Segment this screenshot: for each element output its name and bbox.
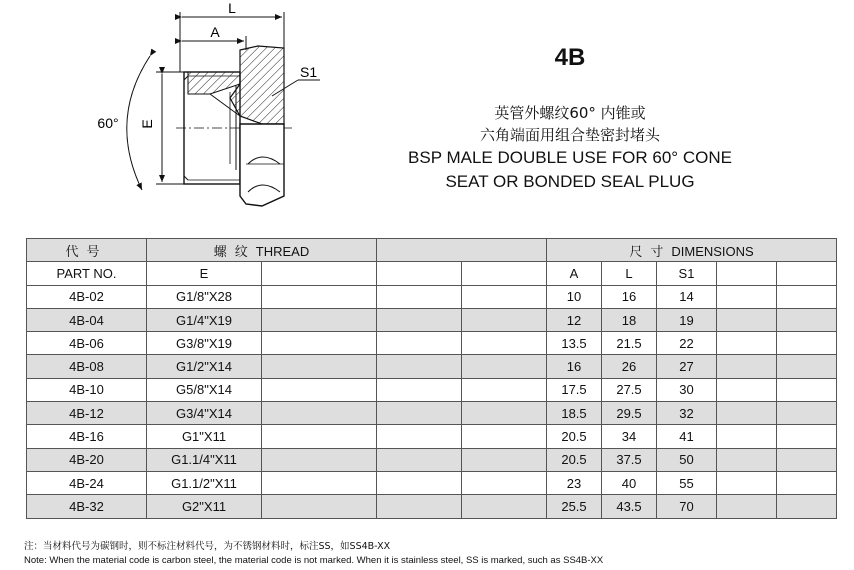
dim-s1-cell: 30: [657, 378, 717, 401]
header-col-l: L: [602, 262, 657, 285]
empty-cell: [777, 308, 837, 331]
table-row: [27, 402, 837, 425]
empty-cell: [462, 308, 547, 331]
table-row: [27, 448, 837, 471]
empty-cell: [377, 448, 462, 471]
table-row: [27, 285, 837, 308]
a-dimension-label: A: [210, 24, 220, 40]
empty-cell: [777, 285, 837, 308]
dim-a-cell: 12: [547, 308, 602, 331]
empty-cell: [777, 332, 837, 355]
empty-cell: [717, 308, 777, 331]
part-no-cell: 4B-06: [27, 332, 147, 355]
empty-cell: [777, 378, 837, 401]
dim-l-cell: 27.5: [602, 378, 657, 401]
table-row: [27, 355, 837, 378]
dim-s1-cell: 50: [657, 448, 717, 471]
empty-cell: [462, 332, 547, 355]
empty-cell: [377, 471, 462, 494]
thread-cell: G1.1/2"X11: [147, 471, 262, 494]
dim-l-cell: 21.5: [602, 332, 657, 355]
empty-cell: [777, 425, 837, 448]
dimensions-table: [26, 238, 837, 519]
empty-cell: [717, 332, 777, 355]
dim-l-cell: 37.5: [602, 448, 657, 471]
dim-s1-cell: 27: [657, 355, 717, 378]
footnotes: [24, 540, 603, 568]
empty-cell: [262, 448, 377, 471]
thread-cell: G1/8"X28: [147, 285, 262, 308]
product-code: 4B: [554, 44, 586, 71]
hex-nut: [240, 124, 284, 206]
l-dimension-label: L: [228, 0, 236, 16]
dim-l-cell: 34: [602, 425, 657, 448]
dim-l-cell: 29.5: [602, 402, 657, 425]
empty-cell: [717, 448, 777, 471]
empty-cell: [777, 402, 837, 425]
part-no-cell: 4B-20: [27, 448, 147, 471]
thread-cell: G1"X11: [147, 425, 262, 448]
empty-cell: [462, 495, 547, 518]
empty-cell: [717, 425, 777, 448]
empty-cell: [377, 332, 462, 355]
dim-s1-cell: 19: [657, 308, 717, 331]
dim-s1-cell: 22: [657, 332, 717, 355]
empty-cell: [377, 495, 462, 518]
table-row: [27, 308, 837, 331]
empty-cell: [462, 285, 547, 308]
thread-cell: G1.1/4"X11: [147, 448, 262, 471]
dim-a-cell: 16: [547, 355, 602, 378]
title-en-line-2: SEAT OR BONDED SEAL PLUG: [445, 172, 695, 191]
dim-a-cell: 10: [547, 285, 602, 308]
header-blank-1: [377, 239, 547, 262]
empty-cell: [777, 471, 837, 494]
empty-cell: [717, 471, 777, 494]
empty-cell: [262, 285, 377, 308]
empty-cell: [462, 355, 547, 378]
empty-cell: [462, 402, 547, 425]
thread-cell: G3/4"X14: [147, 402, 262, 425]
empty-cell: [717, 355, 777, 378]
empty-cell: [777, 448, 837, 471]
table-row: [27, 332, 837, 355]
empty-cell: [377, 355, 462, 378]
part-no-cell: 4B-10: [27, 378, 147, 401]
table-row: [27, 378, 837, 401]
empty-cell: [262, 308, 377, 331]
empty-cell: [262, 495, 377, 518]
dim-a-cell: 17.5: [547, 378, 602, 401]
dim-a-cell: 23: [547, 471, 602, 494]
part-no-cell: 4B-02: [27, 285, 147, 308]
table-row: [27, 495, 837, 518]
part-no-cell: 4B-04: [27, 308, 147, 331]
dim-s1-cell: 70: [657, 495, 717, 518]
table-row: [27, 471, 837, 494]
empty-cell: [377, 425, 462, 448]
empty-cell: [377, 378, 462, 401]
table-header-row-2: [27, 262, 837, 285]
plug-technical-drawing: [0, 0, 360, 235]
empty-cell: [462, 425, 547, 448]
e-dimension-label: E: [139, 119, 155, 129]
table-header-row-1: [27, 239, 837, 262]
empty-cell: [377, 402, 462, 425]
header-col-e: E: [147, 262, 262, 285]
empty-cell: [777, 495, 837, 518]
dim-l-cell: 43.5: [602, 495, 657, 518]
empty-cell: [717, 285, 777, 308]
dim-l-cell: 40: [602, 471, 657, 494]
table-row: [27, 425, 837, 448]
dim-a-cell: 20.5: [547, 448, 602, 471]
header-part-cn: 代号: [27, 239, 147, 262]
s1-label: S1: [300, 64, 318, 80]
note-en: Note: When the material code is carbon steel, the material code is not marked. When it is stainless steel, SS is marked, such as SS4B-XX: [24, 555, 604, 566]
empty-cell: [262, 425, 377, 448]
dim-a-cell: 20.5: [547, 425, 602, 448]
dim-a-cell: 25.5: [547, 495, 602, 518]
empty-cell: [377, 308, 462, 331]
empty-cell: [717, 402, 777, 425]
empty-cell: [717, 378, 777, 401]
empty-cell: [462, 378, 547, 401]
thread-cell: G1/2"X14: [147, 355, 262, 378]
empty-cell: [262, 378, 377, 401]
thread-cell: G5/8"X14: [147, 378, 262, 401]
dim-s1-cell: 32: [657, 402, 717, 425]
header-col-a: A: [547, 262, 602, 285]
dim-l-cell: 26: [602, 355, 657, 378]
header-thread: 螺纹THREAD: [147, 239, 377, 262]
thread-cell: G1/4"X19: [147, 308, 262, 331]
empty-cell: [262, 332, 377, 355]
empty-cell: [717, 495, 777, 518]
part-no-cell: 4B-08: [27, 355, 147, 378]
dim-a-cell: 13.5: [547, 332, 602, 355]
header-col-s1: S1: [657, 262, 717, 285]
thread-cell: G2"X11: [147, 495, 262, 518]
part-no-cell: 4B-24: [27, 471, 147, 494]
part-no-cell: 4B-32: [27, 495, 147, 518]
part-no-cell: 4B-16: [27, 425, 147, 448]
empty-cell: [262, 402, 377, 425]
title-cn-line-2: 六角端面用组合垫密封堵头: [479, 126, 660, 144]
empty-cell: [262, 355, 377, 378]
dim-l-cell: 16: [602, 285, 657, 308]
dim-s1-cell: 55: [657, 471, 717, 494]
dim-s1-cell: 41: [657, 425, 717, 448]
product-title: [360, 102, 780, 194]
title-en-line-1: BSP MALE DOUBLE USE FOR 60° CONE: [408, 148, 732, 167]
empty-cell: [262, 471, 377, 494]
empty-cell: [377, 285, 462, 308]
header-dimensions: 尺寸DIMENSIONS: [547, 239, 837, 262]
empty-cell: [462, 471, 547, 494]
note-cn: 注：当材料代号为碳钢时，则不标注材料代号，为不锈钢材料时，标注SS，如SS4B-XX: [24, 541, 391, 552]
thread-cell: G3/8"X19: [147, 332, 262, 355]
header-part-en: PART NO.: [27, 262, 147, 285]
dim-l-cell: 18: [602, 308, 657, 331]
empty-cell: [777, 355, 837, 378]
dim-a-cell: 18.5: [547, 402, 602, 425]
empty-cell: [462, 448, 547, 471]
part-no-cell: 4B-12: [27, 402, 147, 425]
angle-label: 60°: [97, 115, 119, 131]
dim-s1-cell: 14: [657, 285, 717, 308]
title-cn-line-1: 英管外螺纹60° 内锥或: [494, 104, 646, 122]
